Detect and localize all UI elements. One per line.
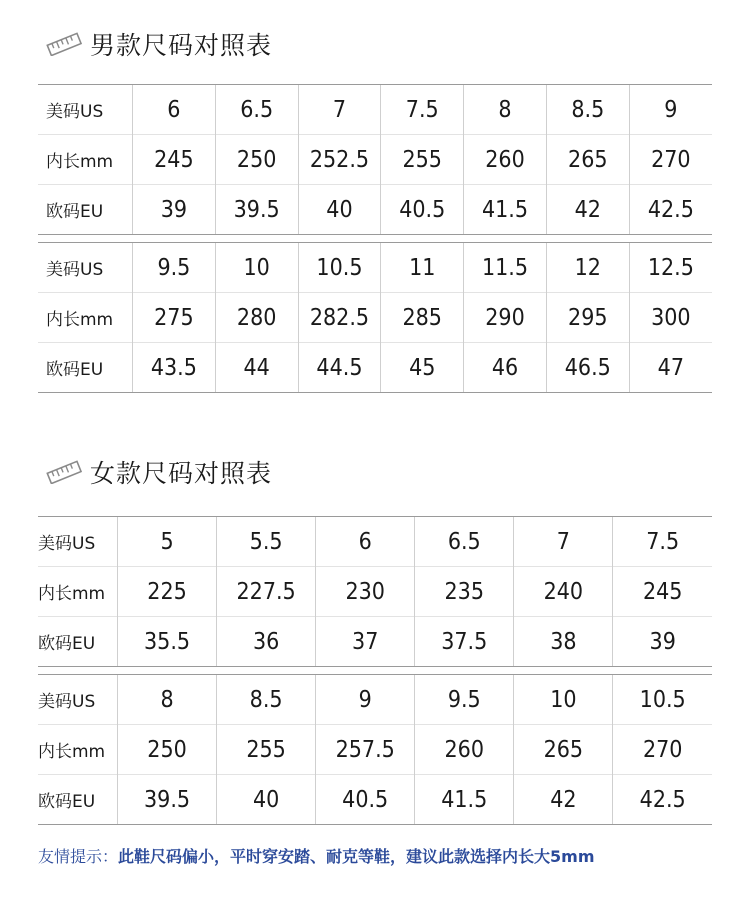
size-cell: 39.5: [118, 775, 217, 825]
size-cell: 250: [118, 725, 217, 775]
size-cell: 44: [215, 343, 298, 393]
women-size-table-2: [38, 674, 712, 825]
size-cell: 39: [613, 617, 712, 667]
size-cell: 41.5: [415, 775, 514, 825]
size-cell: 11.5: [464, 243, 547, 293]
size-cell: 6: [316, 517, 415, 567]
size-cell: 10: [215, 243, 298, 293]
ruler-icon: [46, 460, 82, 484]
row-label: 美码US: [38, 243, 133, 293]
size-cell: 6.5: [215, 85, 298, 135]
size-cell: 270: [613, 725, 712, 775]
size-cell: 46.5: [546, 343, 629, 393]
row-label: 内长mm: [38, 725, 118, 775]
size-cell: 245: [613, 567, 712, 617]
size-cell: 9.5: [133, 243, 216, 293]
table-row: [38, 617, 712, 667]
size-cell: 7: [298, 85, 381, 135]
row-label: 内长mm: [38, 293, 133, 343]
size-cell: 44.5: [298, 343, 381, 393]
size-cell: 42.5: [613, 775, 712, 825]
size-cell: 240: [514, 567, 613, 617]
row-label: 欧码EU: [38, 775, 118, 825]
size-cell: 42.5: [629, 185, 712, 235]
size-cell: 227.5: [217, 567, 316, 617]
men-size-table-2: [38, 242, 712, 393]
table-row: [38, 185, 712, 235]
size-cell: 230: [316, 567, 415, 617]
size-cell: 39.5: [215, 185, 298, 235]
size-cell: 10.5: [613, 675, 712, 725]
size-cell: 285: [381, 293, 464, 343]
size-cell: 265: [546, 135, 629, 185]
row-label: 欧码EU: [38, 343, 133, 393]
size-cell: 250: [215, 135, 298, 185]
size-cell: 40.5: [316, 775, 415, 825]
size-cell: 5.5: [217, 517, 316, 567]
size-cell: 40: [217, 775, 316, 825]
size-cell: 7: [514, 517, 613, 567]
size-cell: 235: [415, 567, 514, 617]
size-cell: 265: [514, 725, 613, 775]
size-cell: 46: [464, 343, 547, 393]
size-cell: 38: [514, 617, 613, 667]
tip-body: 此鞋尺码偏小，平时穿安踏、耐克等鞋，建议此款选择内长大5mm: [118, 847, 595, 866]
size-cell: 5: [118, 517, 217, 567]
women-section-title: [46, 452, 272, 492]
size-cell: 300: [629, 293, 712, 343]
table-row: [38, 293, 712, 343]
size-cell: 8: [464, 85, 547, 135]
table-row: [38, 243, 712, 293]
size-cell: 255: [381, 135, 464, 185]
size-cell: 245: [133, 135, 216, 185]
size-cell: 10.5: [298, 243, 381, 293]
size-cell: 47: [629, 343, 712, 393]
size-cell: 8: [118, 675, 217, 725]
table-row: [38, 725, 712, 775]
size-cell: 6.5: [415, 517, 514, 567]
size-tip: [38, 844, 595, 867]
size-cell: 9: [629, 85, 712, 135]
row-label: 内长mm: [38, 567, 118, 617]
size-cell: 41.5: [464, 185, 547, 235]
row-label: 美码US: [38, 517, 118, 567]
size-cell: 295: [546, 293, 629, 343]
size-cell: 9: [316, 675, 415, 725]
size-cell: 36: [217, 617, 316, 667]
size-cell: 35.5: [118, 617, 217, 667]
table-row: [38, 517, 712, 567]
size-cell: 290: [464, 293, 547, 343]
size-cell: 9.5: [415, 675, 514, 725]
table-row: [38, 675, 712, 725]
size-cell: 275: [133, 293, 216, 343]
tip-prefix: 友情提示：: [38, 847, 119, 866]
size-cell: 8.5: [217, 675, 316, 725]
size-cell: 7.5: [613, 517, 712, 567]
men-table-divider: [38, 234, 712, 235]
size-cell: 280: [215, 293, 298, 343]
row-label: 欧码EU: [38, 185, 133, 235]
size-cell: 10: [514, 675, 613, 725]
size-cell: 43.5: [133, 343, 216, 393]
size-cell: 270: [629, 135, 712, 185]
women-title: 女款尺码对照表: [90, 459, 273, 488]
size-cell: 40.5: [381, 185, 464, 235]
women-size-table-1: [38, 516, 712, 667]
size-cell: 282.5: [298, 293, 381, 343]
size-cell: 12.5: [629, 243, 712, 293]
table-row: [38, 135, 712, 185]
women-table-divider: [38, 666, 712, 667]
ruler-icon: [46, 32, 82, 56]
men-size-table-1: [38, 84, 712, 235]
size-cell: 225: [118, 567, 217, 617]
size-cell: 42: [546, 185, 629, 235]
size-cell: 37: [316, 617, 415, 667]
row-label: 欧码EU: [38, 617, 118, 667]
size-cell: 45: [381, 343, 464, 393]
size-cell: 257.5: [316, 725, 415, 775]
size-cell: 8.5: [546, 85, 629, 135]
size-cell: 255: [217, 725, 316, 775]
size-cell: 12: [546, 243, 629, 293]
size-cell: 11: [381, 243, 464, 293]
size-cell: 39: [133, 185, 216, 235]
size-cell: 40: [298, 185, 381, 235]
size-cell: 7.5: [381, 85, 464, 135]
size-cell: 260: [415, 725, 514, 775]
size-cell: 6: [133, 85, 216, 135]
table-row: [38, 775, 712, 825]
men-section-title: [46, 24, 272, 64]
men-title: 男款尺码对照表: [90, 31, 273, 60]
row-label: 美码US: [38, 85, 133, 135]
size-cell: 37.5: [415, 617, 514, 667]
size-cell: 260: [464, 135, 547, 185]
size-cell: 252.5: [298, 135, 381, 185]
table-row: [38, 567, 712, 617]
row-label: 美码US: [38, 675, 118, 725]
size-cell: 42: [514, 775, 613, 825]
table-row: [38, 85, 712, 135]
table-row: [38, 343, 712, 393]
row-label: 内长mm: [38, 135, 133, 185]
